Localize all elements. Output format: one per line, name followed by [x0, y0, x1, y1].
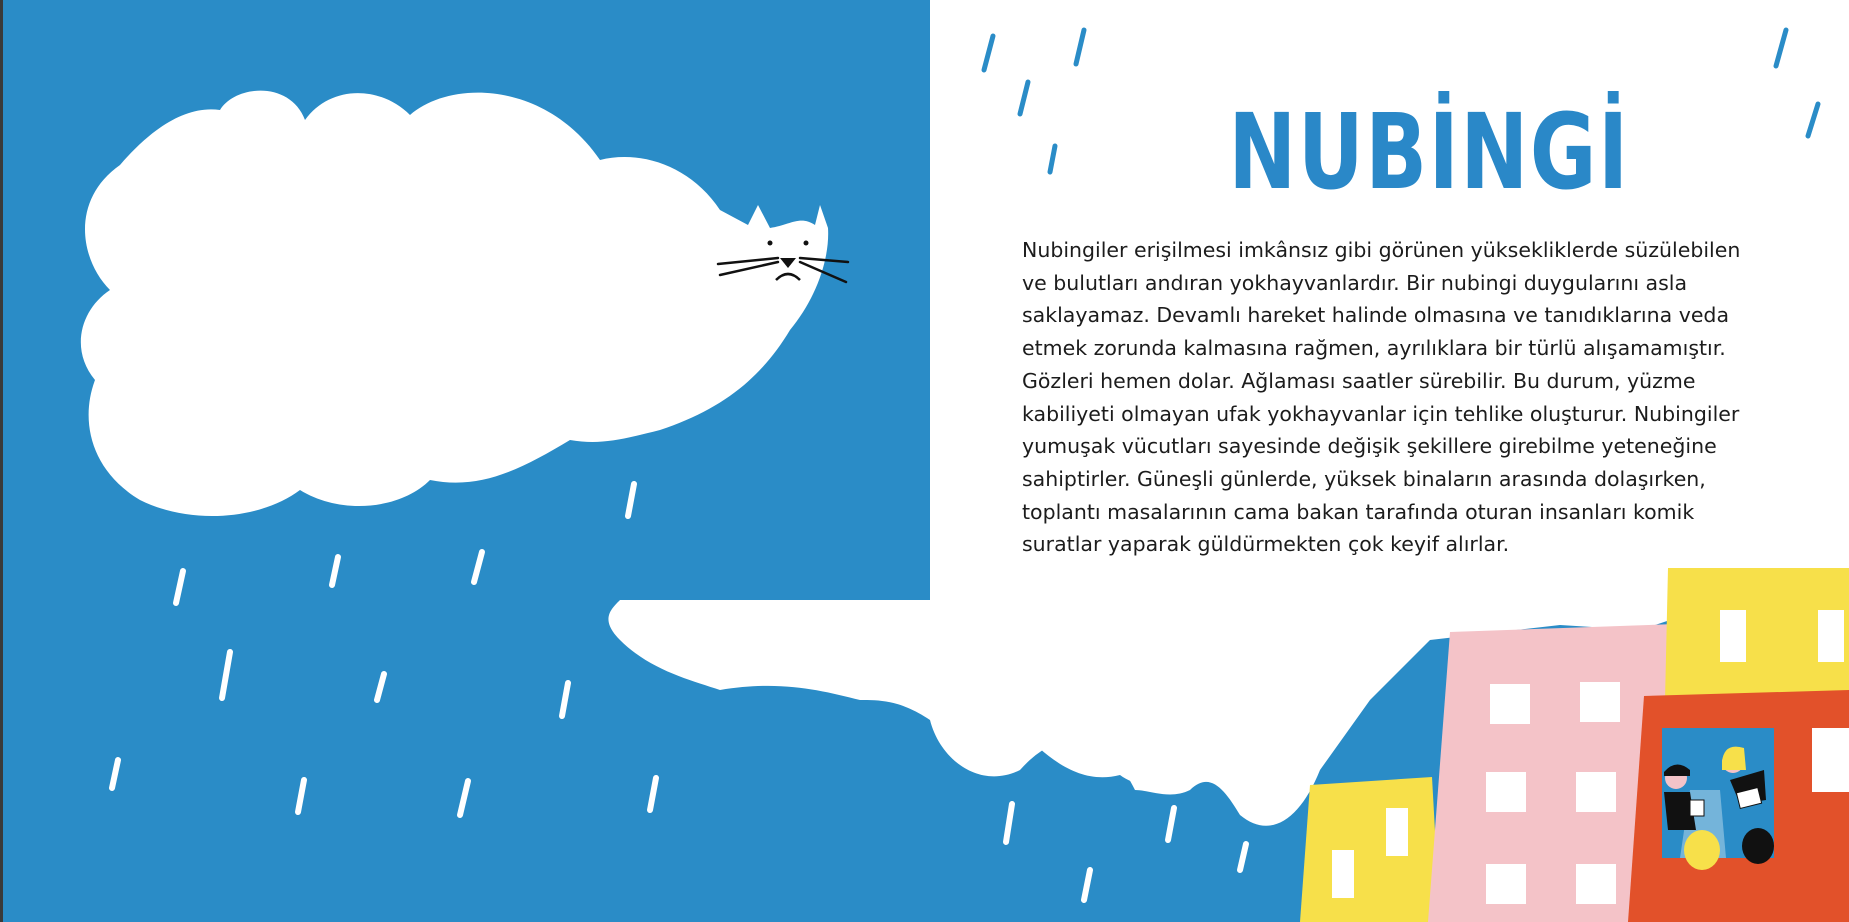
body-line: etmek zorunda kalmasına rağmen, ayrılıklara bir türlü alışamamıştır.: [1022, 336, 1726, 361]
body-line: Nubingiler erişilmesi imkânsız gibi görünen yüksekliklerde süzülebilen: [1022, 238, 1741, 262]
body-line: ve bulutları andıran yokhayvanlardır. Bir nubingi duygularını asla: [1022, 270, 1688, 295]
body-line: Gözleri hemen dolar. Ağlaması saatler sürebilir. Bu durum, yüzme: [1022, 368, 1696, 393]
body-line: suratlar yaparak güldürmekten çok keyif alırlar.: [1022, 532, 1510, 557]
body-line: saklayamaz. Devamlı hareket halinde olmasına ve tanıdıklarına veda: [1022, 303, 1730, 328]
page-title: NUBİNGİ: [1228, 91, 1630, 213]
body-line: yumuşak vücutları sayesinde değişik şekillere girebilme yeteneğine: [1022, 434, 1717, 459]
page-edge: [0, 0, 3, 922]
body-line: sahiptirler. Güneşli günlerde, yüksek binaların arasında dolaşırken,: [1022, 466, 1706, 491]
body-paragraph: [1022, 234, 1792, 561]
body-line: kabiliyeti olmayan ufak yokhayvanlar için tehlike oluşturur. Nubingiler: [1022, 401, 1740, 426]
body-line: toplantı masalarının cama bakan tarafında oturan insanları komik: [1022, 499, 1695, 524]
